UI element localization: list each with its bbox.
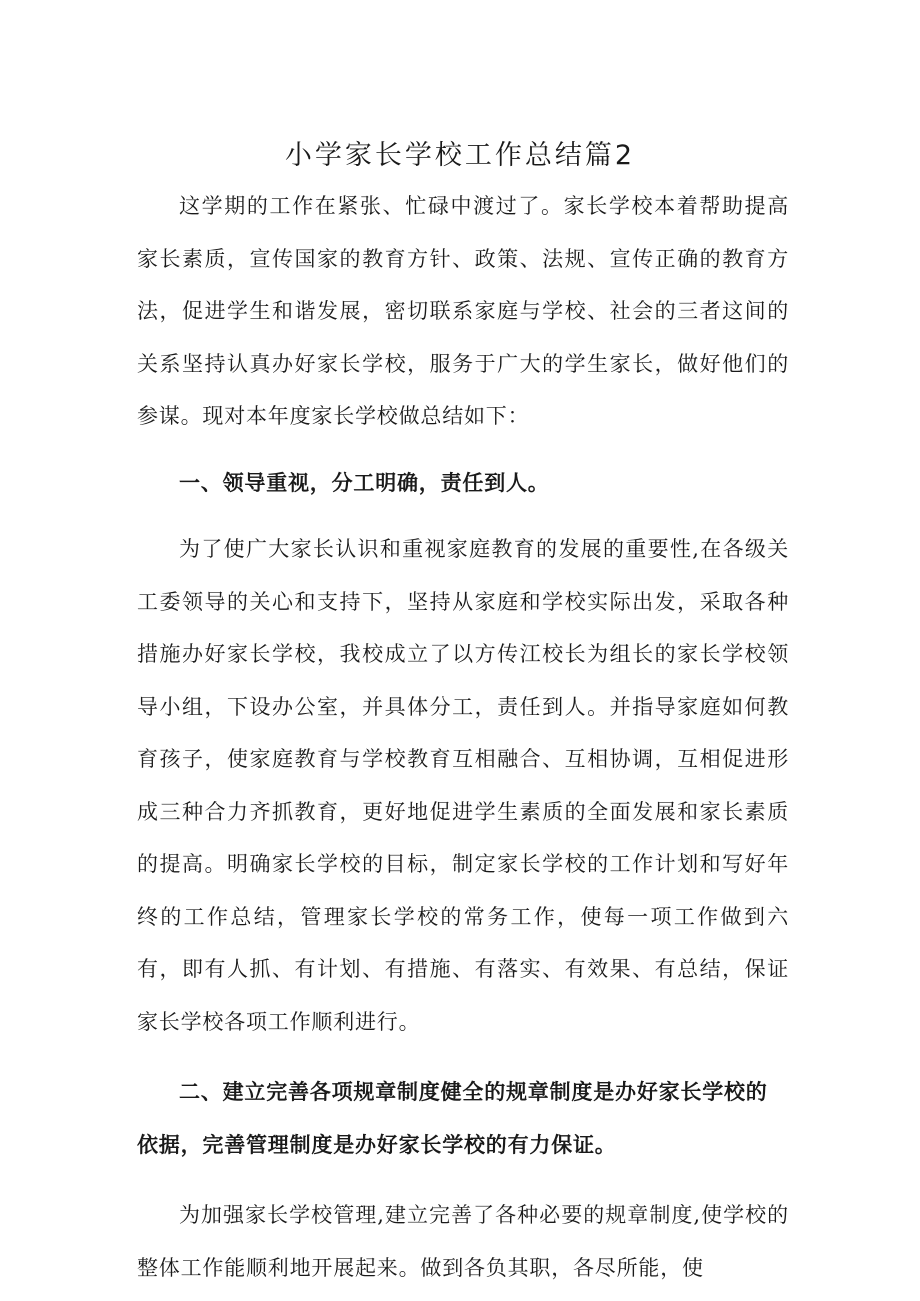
document-title: 小学家长学校工作总结篇2	[284, 140, 636, 171]
spacer	[137, 509, 789, 523]
section-body-1: 为了使广大家长认识和重视家庭教育的发展的重要性,在各级关工委领导的关心和支持下，坚持从家庭和学校实际出发，采取各种措施办好家长学校，我校成立了以方传江校长为组长的家长学校领导小组，下设办公室，并具体分工，责任到人。并指导家庭如何教育孩子，使家庭教育与学校教育互相融合、互相协调，互相促进形成三种合力齐抓教育，更好地促进学生素质的全面发展和家长素质的提高。明确家长学校的目标，制定家长学校的工作计划和写好年终的工作总结，管理家长学校的常务工作，使每一项工作做到六有，即有人抓、有计划、有措施、有落实、有效果、有总结，保证家长学校各项工作顺利进行。	[137, 537, 789, 1034]
section-heading-2: 二、建立完善各项规章制度健全的规章制度是办好家长学校的依据，完善管理制度是办好家长学校的有力保证。	[137, 1080, 768, 1157]
document-body	[137, 180, 789, 1294]
spacer	[137, 1048, 789, 1066]
spacer	[137, 443, 789, 457]
section-body-2: 为加强家长学校管理,建立完善了各种必要的规章制度,使学校的整体工作能顺利地开展起来。做到各负其职，各尽所能，使	[137, 1203, 789, 1280]
intro-paragraph: 这学期的工作在紧张、忙碌中渡过了。家长学校本着帮助提高家长素质，宣传国家的教育方针、政策、法规、宣传正确的教育方法，促进学生和谐发展，密切联系家庭与学校、社会的三者这间的关系坚持认真办好家长学校，服务于广大的学生家长，做好他们的参谋。现对本年度家长学校做总结如下：	[137, 194, 789, 428]
section-heading-1: 一、领导重视，分工明确，责任到人。	[179, 470, 550, 495]
spacer	[137, 1171, 789, 1189]
